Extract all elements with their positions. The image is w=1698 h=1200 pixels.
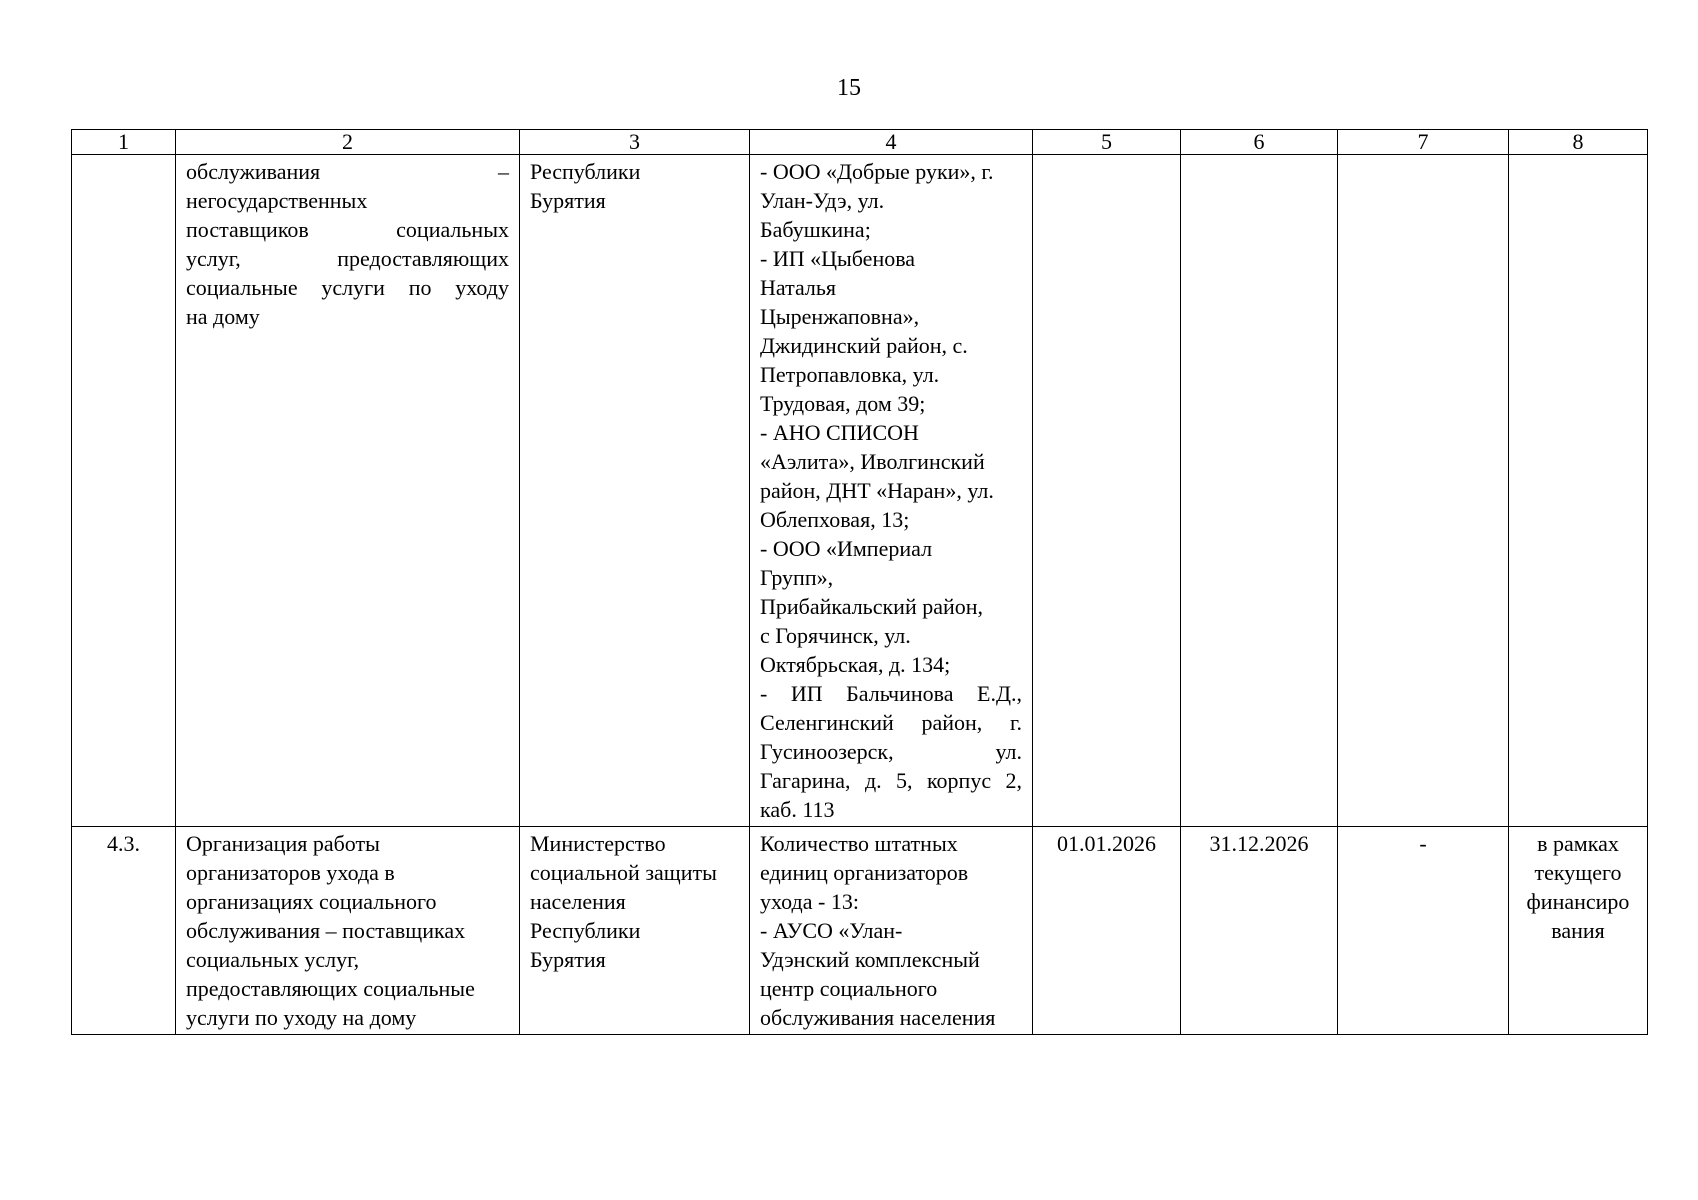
column-header-7: 7 [1338,130,1509,155]
text-line: Групп», [760,565,834,590]
cell-num [72,155,176,827]
cell-amount [1338,155,1509,827]
text-line: ухода - 13: [760,889,859,914]
text-line: Удэнский комплексный [760,947,980,972]
text-line: - ИП «Цыбенова [760,246,916,271]
page-number: 15 [837,75,861,101]
text-line: Цыренжаповна», [760,304,920,329]
text-line: Бурятия [530,947,606,972]
cell-event [176,155,520,827]
text-line: Количество штатных [760,831,958,856]
column-header-4: 4 [750,130,1033,155]
text-line: социальных услуг, [186,947,360,972]
text-line: населения [530,889,626,914]
cell-event [176,827,520,1035]
text-line: - АУСО «Улан- [760,918,903,943]
cell-end-date: 31.12.2026 [1181,827,1338,1035]
text-line: «Аэлита», Иволгинский [760,449,985,474]
text-line: Гусиноозерск, ул. [760,739,1022,764]
column-header-6: 6 [1181,130,1338,155]
text-line: - ООО «Империал [760,536,933,561]
text-line: Министерство [530,831,666,856]
text-line: вания [1551,918,1605,943]
text-line: социальные услуги по уходу [186,275,509,300]
text-line: Октябрьская, д. 134; [760,652,951,677]
text-line: Республики [530,159,641,184]
cell-result [750,155,1033,827]
text-line: в рамках [1537,831,1619,856]
text-line: Организация работы [186,831,380,856]
text-line: Бурятия [530,188,606,213]
column-header-1: 1 [72,130,176,155]
cell-num: 4.3. [72,827,176,1035]
text-line: услуг, предоставляющих [186,246,509,271]
text-line: - ИП Бальчинова Е.Д., [760,681,1022,706]
cell-start-date: 01.01.2026 [1033,827,1181,1035]
text-line: Селенгинский район, г. [760,710,1022,735]
cell-start-date [1033,155,1181,827]
column-header-5: 5 [1033,130,1181,155]
text-line: - ООО «Добрые руки», г. [760,159,994,184]
column-header-2: 2 [176,130,520,155]
cell-executor [520,155,750,827]
column-header-3: 3 [520,130,750,155]
cell-end-date [1181,155,1338,827]
text-line: Улан-Удэ, ул. [760,188,885,213]
text-line: Петропавловка, ул. [760,362,940,387]
activities-table [71,129,1648,1035]
table-row-continued [72,155,1648,827]
text-line: негосударственных [186,188,368,213]
text-line: Джидинский район, с. [760,333,968,358]
text-line: обслуживания – поставщиках [186,918,466,943]
text-line: предоставляющих социальные [186,976,475,1001]
text-line: финансиро [1526,889,1630,914]
text-line: поставщиков социальных [186,217,509,242]
cell-amount: - [1338,827,1509,1035]
text-line: единиц организаторов [760,860,969,885]
text-line: Прибайкальский район, [760,594,984,619]
cell-result [750,827,1033,1035]
text-line: Наталья [760,275,837,300]
text-line: центр социального [760,976,938,1001]
cell-executor [520,827,750,1035]
text-line: с Горячинск, ул. [760,623,911,648]
cell-source [1509,827,1648,1035]
text-line: социальной защиты [530,860,717,885]
table-row-4-3 [72,827,1648,1035]
text-line: Гагарина, д. 5, корпус 2, [760,768,1022,793]
text-line: на дому [186,304,260,329]
column-number-row [72,130,1648,155]
text-line: Трудовая, дом 39; [760,391,926,416]
text-line: организациях социального [186,889,437,914]
cell-source [1509,155,1648,827]
text-line: обслуживания – [186,159,509,184]
text-line: каб. 113 [760,797,835,822]
text-line: обслуживания населения [760,1005,996,1030]
text-line: - АНО СПИСОН [760,420,919,445]
text-line: Облепховая, 13; [760,507,910,532]
text-line: услуги по уходу на дому [186,1005,417,1030]
text-line: Республики [530,918,641,943]
text-line: Бабушкина; [760,217,871,242]
column-header-8: 8 [1509,130,1648,155]
text-line: организаторов ухода в [186,860,395,885]
text-line: район, ДНТ «Наран», ул. [760,478,994,503]
text-line: текущего [1534,860,1622,885]
